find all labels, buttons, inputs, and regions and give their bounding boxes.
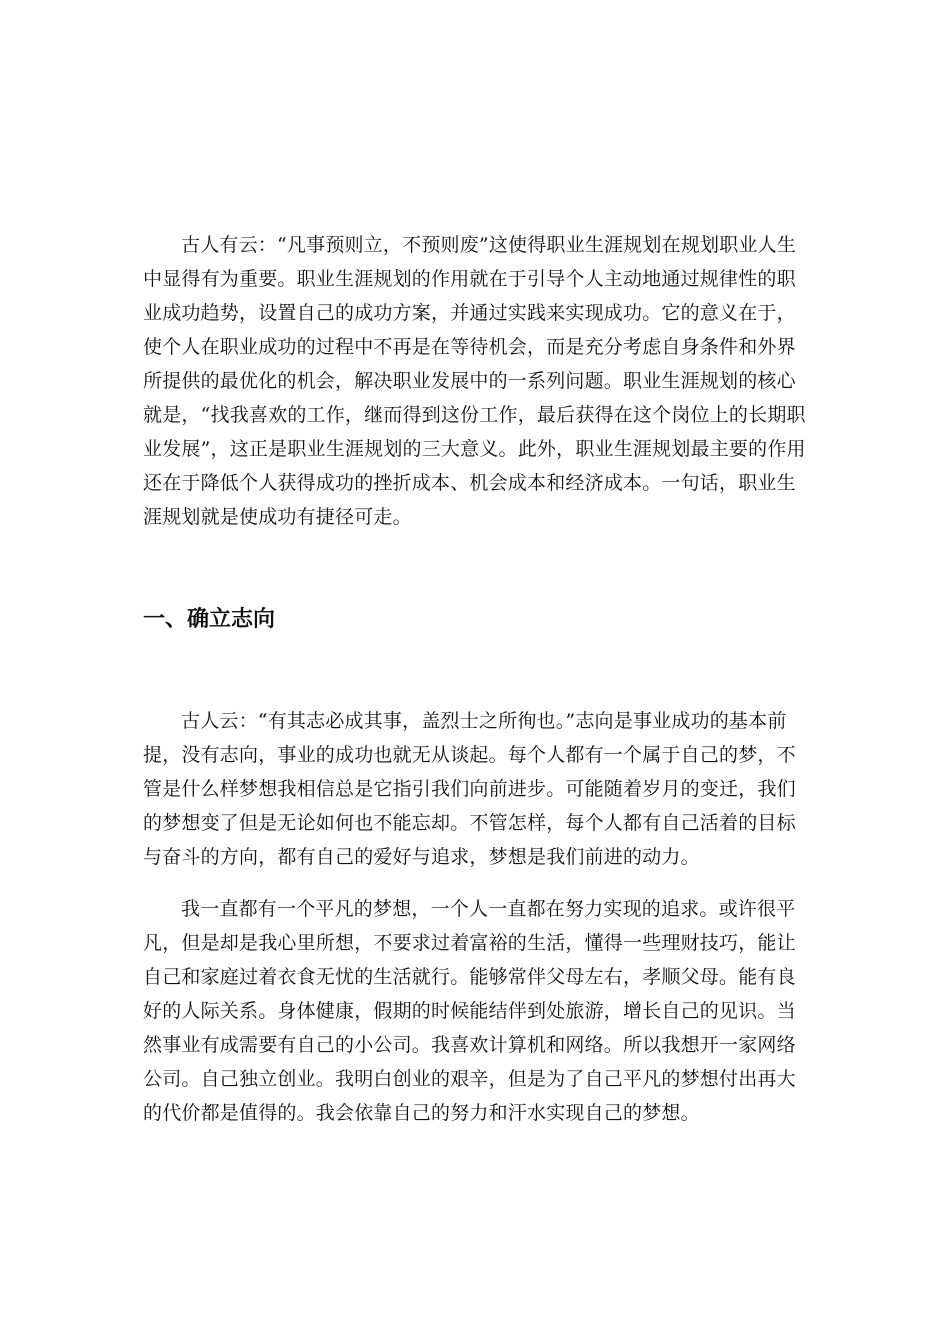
section-heading: 一、确立志向 [143, 607, 276, 632]
dream-paragraph: 我一直都有一个平凡的梦想，一个人一直都在努力实现的追求。或许很平凡，但是却是我心里所想，不要求过着富裕的生活，懂得一些理财技巧，能让自己和家庭过着衣食无忧的生活就行。能够常伴父母左右，孝顺父母。能有良好的人际关系。身体健康，假期的时候能结伴到处旅游，增长自己的见识。当然事业有成需要有自己的小公司。我喜欢计算机和网络。所以我想开一家网络公司。自己独立创业。我明白创业的艰辛，但是为了自己平凡的梦想付出再大的代价都是值得的。我会依靠自己的努力和汗水实现自己的梦想。 [143, 898, 796, 1124]
intro-paragraph: 古人有云：“凡事预则立，不预则废”这使得职业生涯规划在规划职业人生中显得有为重要。职业生涯规划的作用就在于引导个人主动地通过规律性的职业成功趋势，设置自己的成功方案，并通过实践来实现成功。它的意义在于，使个人在职业成功的过程中不再是在等待机会，而是充分考虑自身条件和外界所提供的最优化的机会，解决职业发展中的一系列问题。职业生涯规划的核心就是，“找我喜欢的工作，继而得到这份工作，最后获得在这个岗位上的长期职业发展”，这正是职业生涯规划的三大意义。此外，职业生涯规划最主要的作用还在于降低个人获得成功的挫折成本、机会成本和经济成本。一句话，职业生涯规划就是使成功有捷径可走。 [143, 234, 806, 528]
ambition-paragraph: 古人云：“有其志必成其事，盖烈士之所徇也。”志向是事业成功的基本前提，没有志向，事业的成功也就无从谈起。每个人都有一个属于自己的梦，不管是什么样梦想我相信总是它指引我们向前进步。可能随着岁月的变迁，我们的梦想变了但是无论如何也不能忘却。不管怎样，每个人都有自己活着的目标与奋斗的方向，都有自己的爱好与追求，梦想是我们前进的动力。 [143, 710, 796, 868]
